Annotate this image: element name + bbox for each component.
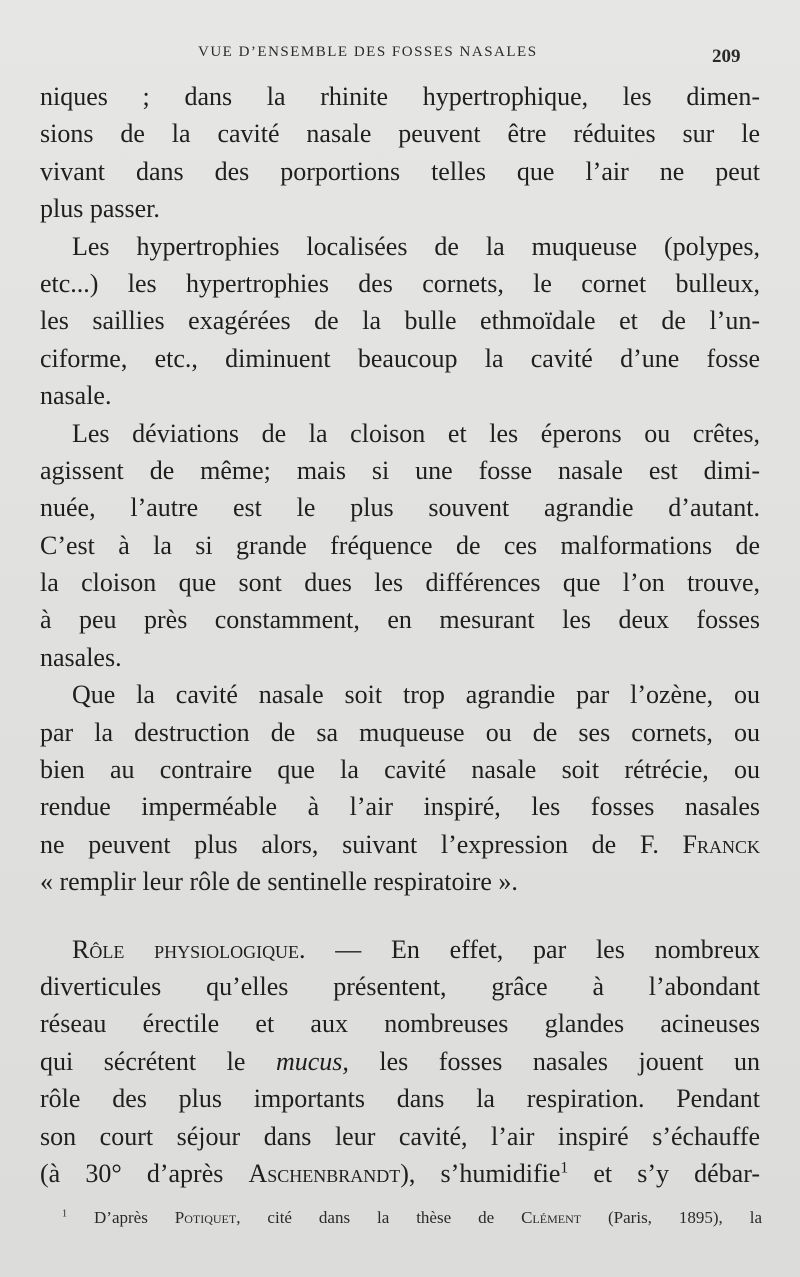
text-line: bien au contraire que la cavité nasale soit rétrécie, ou [40,755,760,785]
text-line: nuée, l’autre est le plus souvent agrandie d’autant. [40,493,760,523]
text-line: rôle des plus importants dans la respiration. Pendant [40,1084,760,1114]
text-fragment: — En effet, par les nombreux [305,934,760,964]
text-line: C’est à la si grande fréquence de ces malformations de [40,530,760,560]
text-line [40,1155,760,1192]
text-line: Les déviations de la cloison et les éperons ou crêtes, [72,418,760,448]
body-text [40,78,760,1192]
text-line: nasales. [40,642,122,672]
page-number: 209 [712,46,741,67]
text-fragment: ne peuvent plus alors, suivant l’expression de [40,829,640,859]
text-line: ciforme, etc., diminuent beaucoup la cavité d’une fosse [40,343,760,373]
running-title: VUE D’ENSEMBLE DES FOSSES NASALES [198,44,538,60]
text-fragment: D’après [67,1208,175,1227]
author-name: Aschenbrandt [248,1158,401,1188]
text-fragment: (Paris, 1895), la [581,1208,762,1227]
footnote [62,1208,762,1228]
text-line: rendue imperméable à l’air inspiré, les fosses nasales [40,792,760,822]
text-line: réseau érectile et aux nombreuses glandes acineuses [40,1009,760,1039]
text-line: diverticules qu’elles présentent, grâce à l’abondant [40,971,760,1001]
text-line: son court séjour dans leur cavité, l’air inspiré s’échauffe [40,1121,760,1151]
text-fragment: les fosses nasales jouent un [348,1046,760,1076]
text-line: Que la cavité nasale soit trop agrandie par l’ozène, ou [72,680,760,710]
text-line: sions de la cavité nasale peuvent être réduites sur le [40,119,760,149]
section-heading: Rôle physiologique. [72,934,306,964]
footnote-ref: 1 [560,1159,569,1177]
text-line: vivant dans des porportions telles que l’air ne peut [40,156,760,186]
text-line: Les hypertrophies localisées de la muqueuse (polypes, [72,231,760,261]
text-fragment: ), s’humidifie [400,1158,561,1188]
text-line [40,1043,760,1080]
footnote-marker: 1 [62,1208,68,1220]
text-line: la cloison que sont dues les différences que l’on trouve, [40,568,760,598]
text-fragment: et s’y débar- [568,1158,760,1188]
text-line: à peu près constamment, en mesurant les deux fosses [40,605,760,635]
text-line: etc...) les hypertrophies des cornets, le cornet bulleux, [40,268,760,298]
author-name: Potiquet [174,1208,237,1227]
section-gap [40,901,760,931]
text-line: par la destruction de sa muqueuse ou de ses cornets, ou [40,717,760,747]
text-fragment: qui sécrétent le [40,1046,276,1076]
text-line: « remplir leur rôle de sentinelle respiratoire ». [40,867,518,897]
author-name: F. Franck [639,829,760,859]
text-line: plus passer. [40,194,160,224]
text-line: nasale. [40,381,112,411]
author-name: Clément [521,1208,582,1227]
text-line [40,931,760,968]
text-fragment: , cité dans la thèse de [236,1208,522,1227]
text-fragment: (à 30° d’après [40,1158,249,1188]
text-line: agissent de même; mais si une fosse nasale est dimi- [40,455,760,485]
running-head [0,40,800,70]
text-line: les saillies exagérées de la bulle ethmoïdale et de l’un- [40,306,760,336]
text-line: niques ; dans la rhinite hypertrophique, les dimen- [40,82,760,111]
emphasis-word: mucus, [275,1046,349,1076]
text-line [40,826,760,863]
